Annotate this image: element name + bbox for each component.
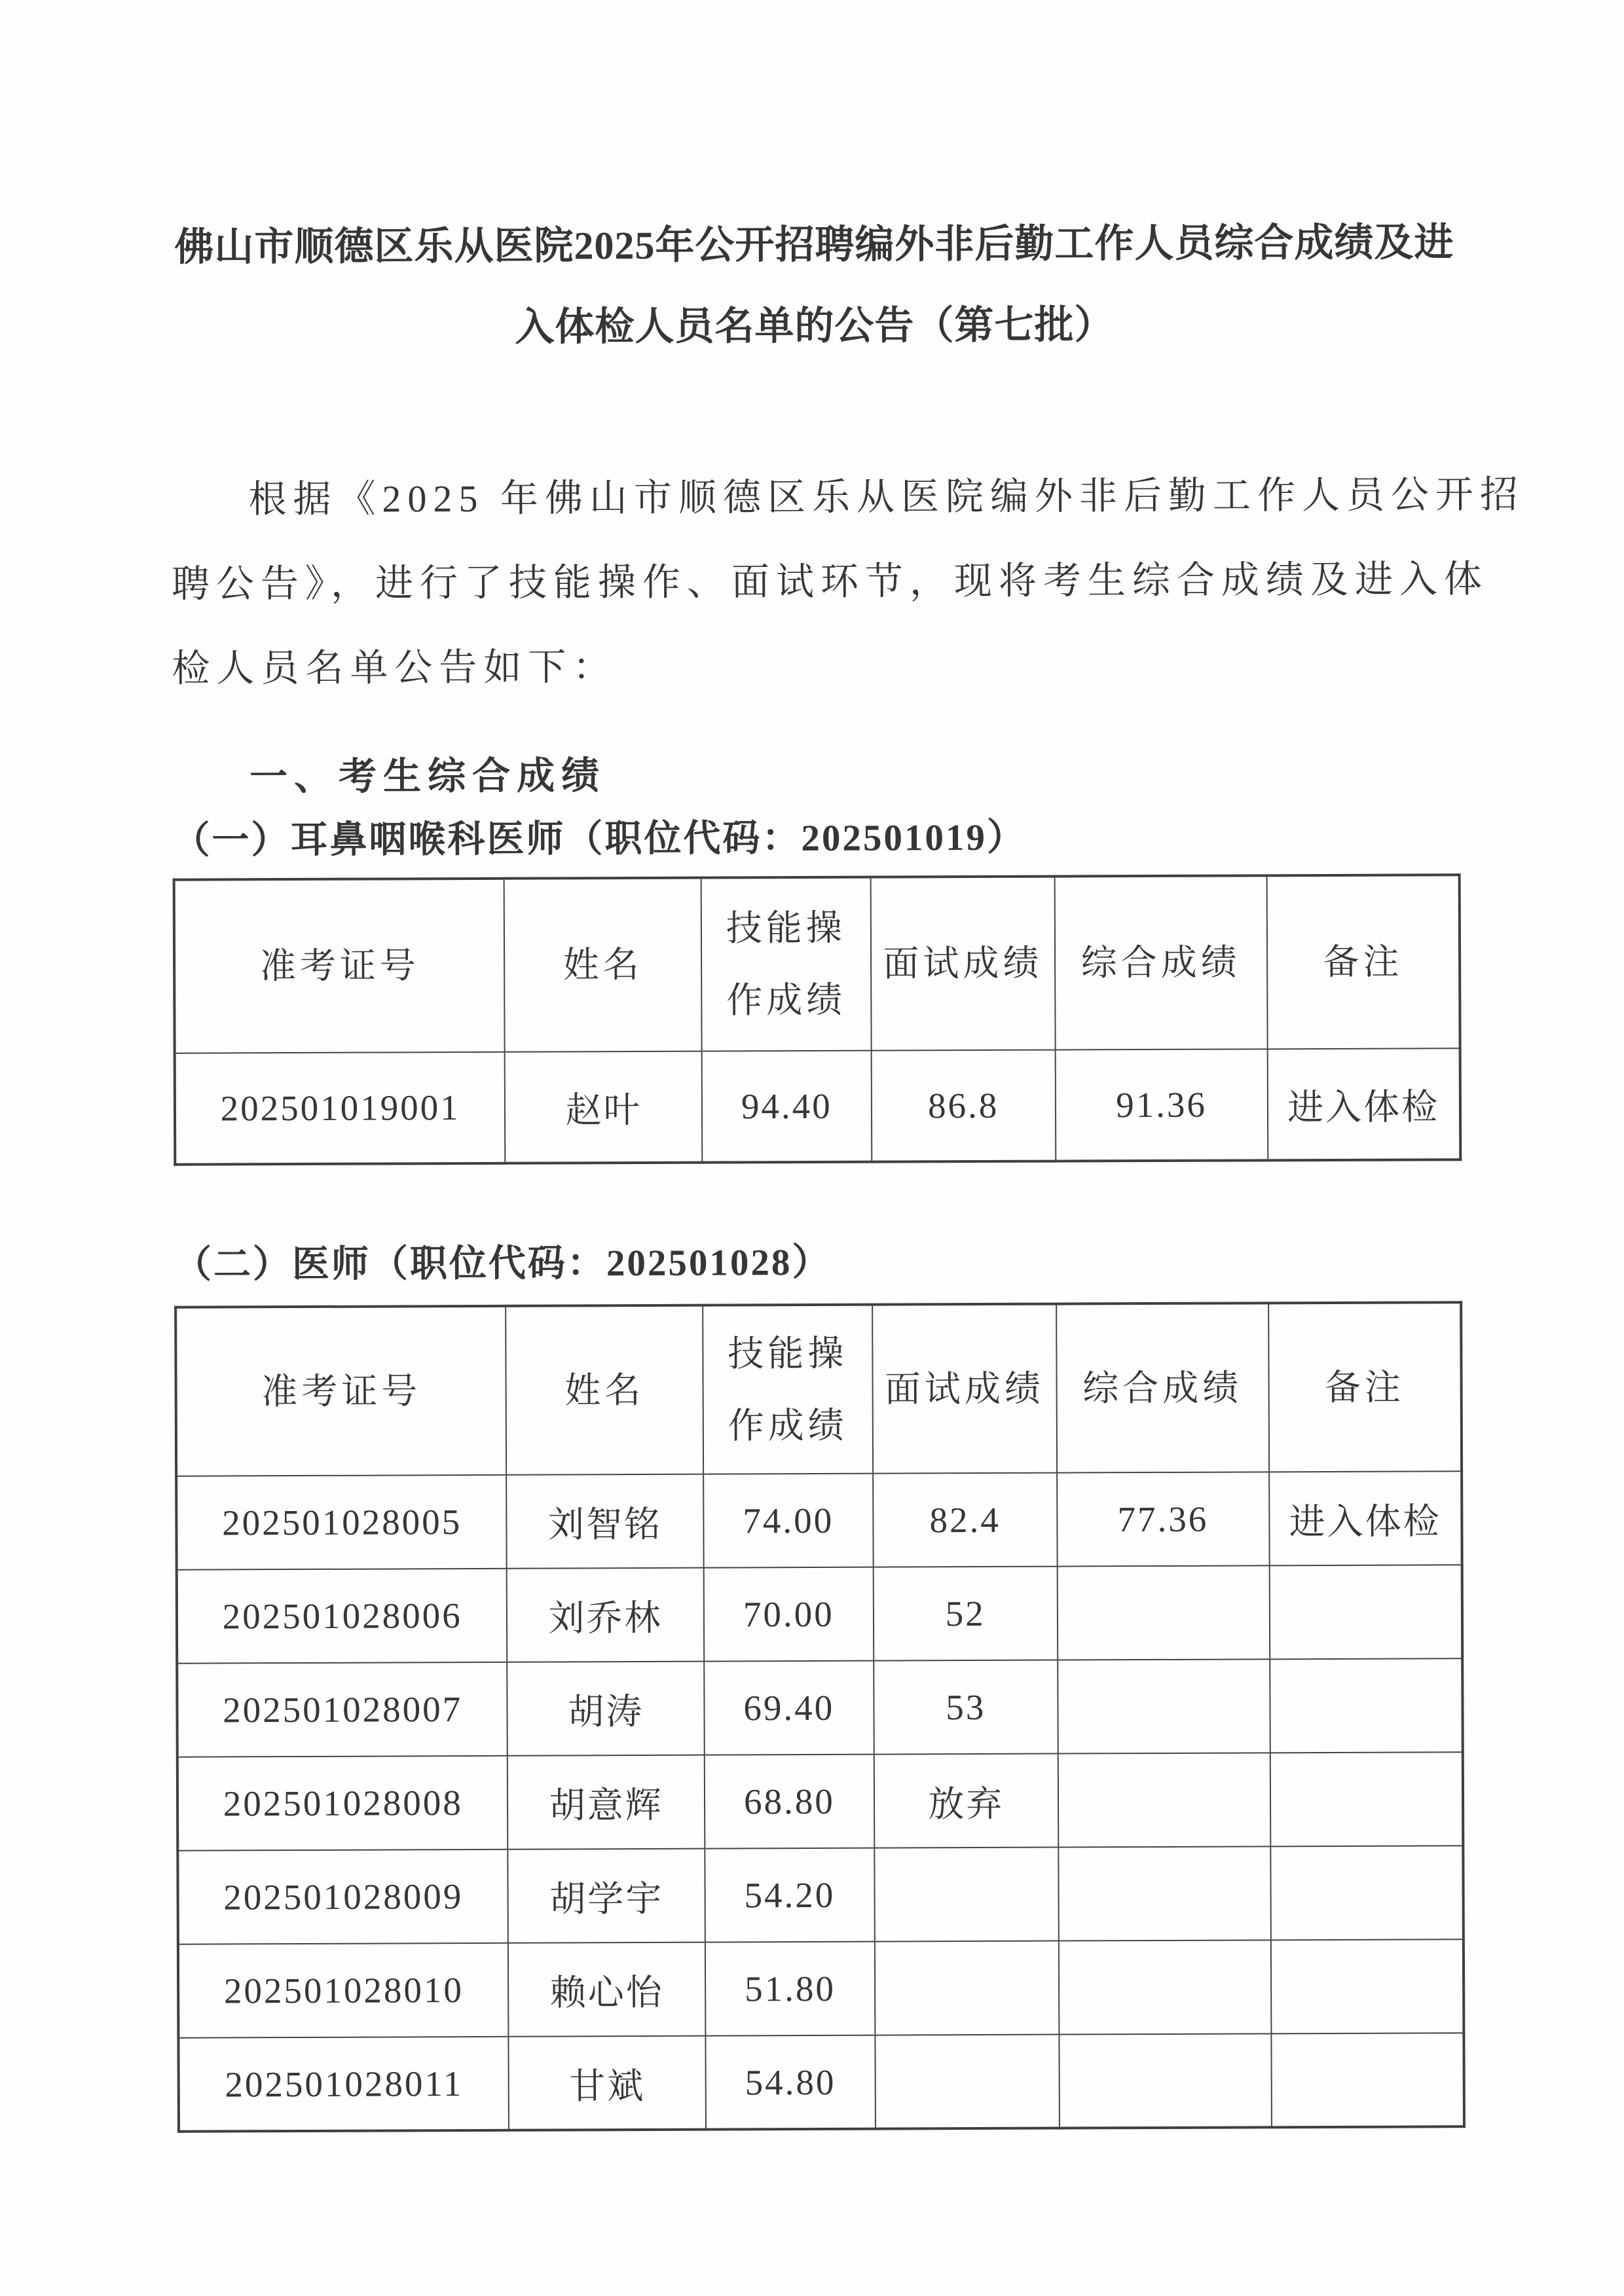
table-cell: 82.4	[873, 1473, 1057, 1567]
table-cell: 202501028010	[178, 1943, 509, 2038]
table-cell: 甘斌	[509, 2036, 706, 2130]
column-header: 准考证号	[175, 1306, 506, 1476]
table-cell	[1270, 1752, 1463, 1846]
table-cell: 202501028005	[176, 1475, 507, 1570]
table-row	[177, 1846, 1464, 1944]
table-cell: 202501028008	[177, 1756, 508, 1851]
header-row	[175, 1302, 1462, 1476]
score-table-doctor	[174, 1301, 1466, 2133]
column-header: 综合成绩	[1054, 875, 1267, 1049]
table-cell: 91.36	[1055, 1049, 1268, 1161]
table-cell	[1269, 1565, 1462, 1659]
column-header: 面试成绩	[872, 1304, 1057, 1474]
table-cell: 202501028007	[177, 1662, 507, 1757]
table-cell: 77.36	[1057, 1472, 1269, 1566]
table-cell	[1058, 1753, 1270, 1847]
table-cell: 94.40	[701, 1051, 872, 1163]
table-cell	[1270, 1658, 1463, 1753]
table-cell	[875, 2035, 1059, 2129]
table-cell: 胡学宇	[508, 1849, 705, 1943]
table-cell: 胡涛	[507, 1662, 705, 1756]
table-cell: 进入体检	[1269, 1471, 1462, 1565]
subsection-heading-doctor: （二）医师（职位代码：202501028）	[174, 1241, 832, 1286]
column-header: 综合成绩	[1056, 1303, 1269, 1472]
column-header: 备注	[1266, 875, 1460, 1049]
title-line-1: 佛山市顺德区乐从医院2025年公开招聘编外非后勤工作人员综合成绩及进	[174, 221, 1454, 269]
paragraph-line-3: 检人员名单公告如下：	[172, 646, 618, 690]
table-cell: 86.8	[872, 1050, 1056, 1162]
table-row	[177, 1658, 1463, 1757]
table-cell: 70.00	[703, 1567, 874, 1662]
table-cell	[1271, 2033, 1464, 2127]
column-header: 姓名	[504, 878, 701, 1052]
table-cell: 69.40	[704, 1661, 874, 1755]
table-cell: 进入体检	[1267, 1048, 1460, 1160]
table-cell: 胡意辉	[507, 1755, 705, 1850]
intro-paragraph	[171, 452, 1525, 711]
table-cell: 赖心怡	[508, 1942, 705, 2037]
table-cell	[874, 1848, 1058, 1942]
table-cell: 53	[874, 1660, 1058, 1755]
table-cell: 赵叶	[505, 1051, 702, 1163]
subsection-heading-ent-doctor: （一）耳鼻咽喉科医师（职位代码：202501019）	[172, 816, 1027, 862]
column-header: 技能操作成绩	[701, 877, 871, 1051]
table-cell: 54.80	[705, 2035, 876, 2130]
table-cell: 放弃	[874, 1754, 1058, 1848]
header-row	[174, 875, 1460, 1053]
table-cell: 202501028009	[177, 1850, 508, 1944]
title-line-2: 入体检人员名单的公告（第七批）	[515, 303, 1115, 349]
column-header: 面试成绩	[871, 877, 1056, 1051]
table-cell	[1270, 1846, 1464, 1940]
table-cell	[1270, 1939, 1464, 2033]
table-cell: 52	[874, 1567, 1058, 1661]
table-row	[177, 1752, 1464, 1851]
table-cell: 51.80	[705, 1942, 876, 2036]
column-header: 技能操作成绩	[703, 1305, 873, 1474]
paragraph-line-1: 根据《2025 年佛山市顺德区乐从医院编外非后勤工作人员公开招	[248, 473, 1525, 521]
table-row	[175, 1048, 1461, 1165]
column-header: 准考证号	[174, 879, 505, 1053]
section-heading-scores: 一、考生综合成绩	[249, 754, 606, 799]
table-cell: 刘智铭	[507, 1474, 704, 1569]
table-cell: 74.00	[703, 1474, 874, 1568]
table-row	[176, 1471, 1462, 1570]
column-header: 备注	[1268, 1302, 1462, 1472]
table-cell	[875, 1941, 1059, 2035]
paragraph-line-2: 聘公告》，进行了技能操作、面试环节，现将考生综合成绩及进入体	[171, 558, 1489, 606]
table-cell: 54.20	[705, 1848, 875, 1942]
table-cell: 刘乔林	[507, 1568, 704, 1662]
table-cell	[1059, 2033, 1271, 2128]
table-row	[177, 1565, 1463, 1664]
table-cell	[1058, 1940, 1270, 2034]
table-row	[178, 1939, 1464, 2038]
table-cell: 202501019001	[175, 1052, 506, 1165]
table-cell	[1058, 1659, 1270, 1753]
table-cell: 68.80	[705, 1755, 875, 1849]
table-cell	[1057, 1565, 1269, 1660]
table-row	[178, 2033, 1464, 2132]
column-header: 姓名	[506, 1305, 703, 1475]
table-cell: 202501028011	[178, 2037, 509, 2132]
table-cell	[1058, 1846, 1270, 1941]
document-title	[169, 0, 1458, 369]
table-cell: 202501028006	[177, 1569, 507, 1664]
score-table-ent-doctor	[173, 873, 1462, 1166]
